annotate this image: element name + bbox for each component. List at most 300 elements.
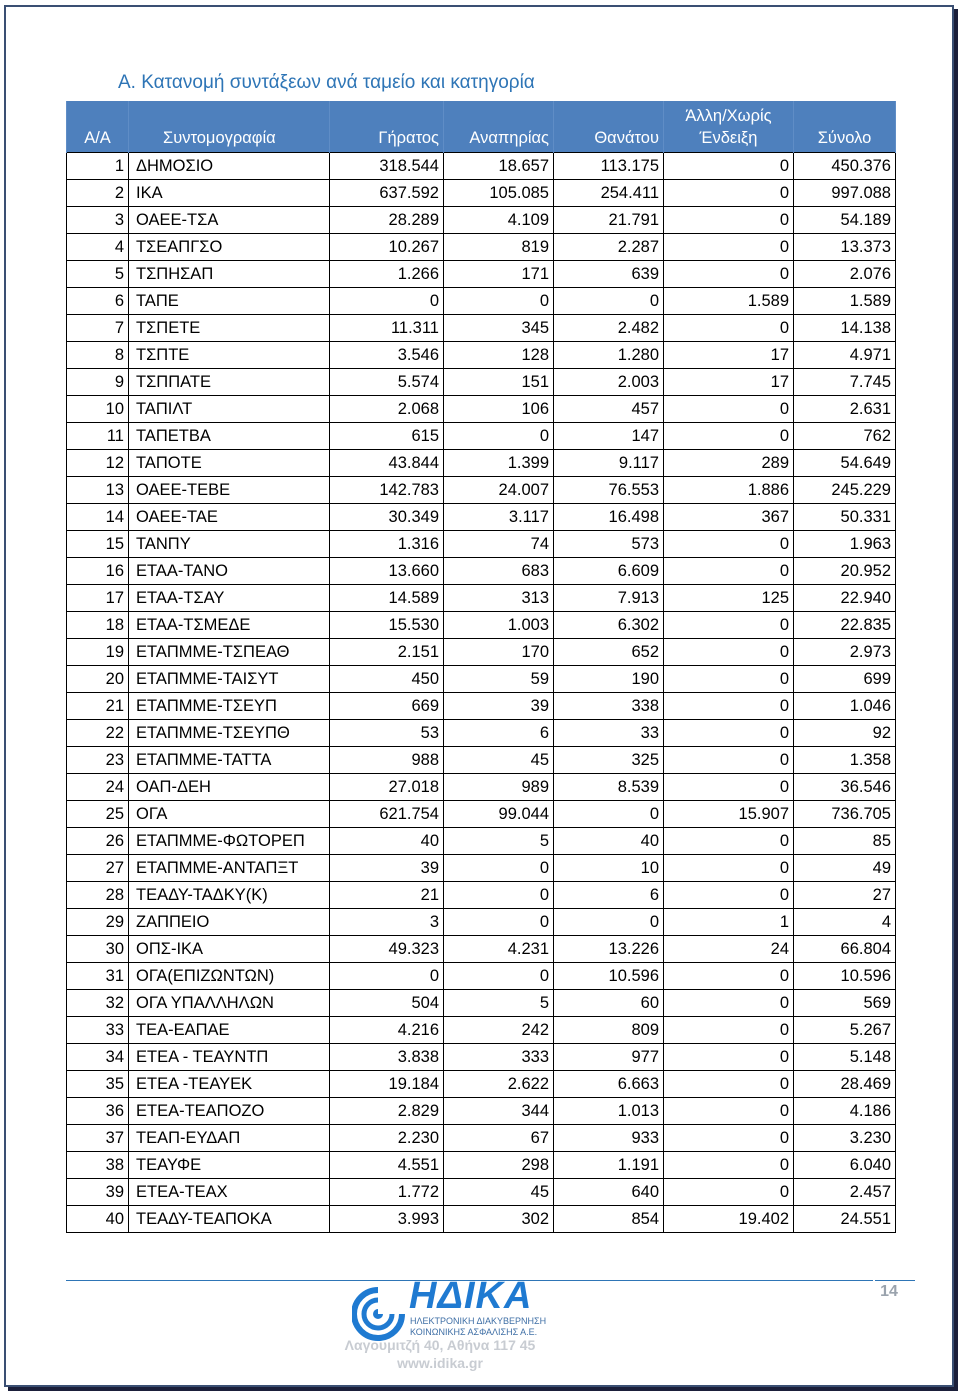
cell-old-age: 5.574 xyxy=(330,369,444,396)
cell-other: 1.589 xyxy=(664,288,794,315)
cell-aa: 31 xyxy=(67,963,129,990)
cell-total: 27 xyxy=(794,882,896,909)
table-row xyxy=(67,693,896,720)
cell-other: 0 xyxy=(664,828,794,855)
cell-aa: 20 xyxy=(67,666,129,693)
cell-total: 10.596 xyxy=(794,963,896,990)
cell-total: 997.088 xyxy=(794,180,896,207)
cell-total: 4 xyxy=(794,909,896,936)
cell-other: 0 xyxy=(664,423,794,450)
cell-total: 49 xyxy=(794,855,896,882)
cell-disability: 45 xyxy=(444,1179,554,1206)
cell-other: 0 xyxy=(664,639,794,666)
cell-old-age: 2.829 xyxy=(330,1098,444,1125)
cell-disability: 45 xyxy=(444,747,554,774)
table-row xyxy=(67,369,896,396)
cell-aa: 11 xyxy=(67,423,129,450)
table-row xyxy=(67,1125,896,1152)
table-row xyxy=(67,828,896,855)
table-row xyxy=(67,450,896,477)
table-row xyxy=(67,261,896,288)
cell-death: 33 xyxy=(554,720,664,747)
cell-disability: 5 xyxy=(444,828,554,855)
cell-abbreviation: ΕΤΑΑ-ΤΑΝΟ xyxy=(129,558,330,585)
cell-total: 24.551 xyxy=(794,1206,896,1233)
cell-disability: 298 xyxy=(444,1152,554,1179)
brand-subtitle-line1: ΗΛΕΚΤΡΟΝΙΚΗ ΔΙΑΚΥΒΕΡΝΗΣΗ xyxy=(410,1316,547,1326)
cell-old-age: 14.589 xyxy=(330,585,444,612)
table-row xyxy=(67,207,896,234)
table-row xyxy=(67,1206,896,1233)
cell-old-age: 27.018 xyxy=(330,774,444,801)
cell-death: 9.117 xyxy=(554,450,664,477)
table-row xyxy=(67,1098,896,1125)
cell-total: 14.138 xyxy=(794,315,896,342)
cell-aa: 12 xyxy=(67,450,129,477)
cell-other: 0 xyxy=(664,747,794,774)
cell-abbreviation: ΕΤΑΠΜΜΕ-ΤΑΤΤΑ xyxy=(129,747,330,774)
cell-total: 5.267 xyxy=(794,1017,896,1044)
table-row xyxy=(67,963,896,990)
cell-abbreviation: ΟΑΕΕ-ΤΣΑ xyxy=(129,207,330,234)
cell-abbreviation: ΕΤΕΑ-ΤΕΑΧ xyxy=(129,1179,330,1206)
cell-total: 4.971 xyxy=(794,342,896,369)
cell-total: 2.457 xyxy=(794,1179,896,1206)
cell-disability: 151 xyxy=(444,369,554,396)
cell-disability: 99.044 xyxy=(444,801,554,828)
cell-old-age: 142.783 xyxy=(330,477,444,504)
cell-old-age: 30.349 xyxy=(330,504,444,531)
cell-death: 6.663 xyxy=(554,1071,664,1098)
cell-abbreviation: ΟΑΠ-ΔΕΗ xyxy=(129,774,330,801)
cell-other: 15.907 xyxy=(664,801,794,828)
cell-abbreviation: ΤΕΑΔΥ-ΤΕΑΠΟΚΑ xyxy=(129,1206,330,1233)
cell-other: 0 xyxy=(664,693,794,720)
cell-other: 0 xyxy=(664,666,794,693)
cell-old-age: 621.754 xyxy=(330,801,444,828)
cell-aa: 2 xyxy=(67,180,129,207)
cell-aa: 9 xyxy=(67,369,129,396)
cell-disability: 105.085 xyxy=(444,180,554,207)
cell-abbreviation: ΤΑΝΠΥ xyxy=(129,531,330,558)
cell-other: 0 xyxy=(664,612,794,639)
cell-other: 0 xyxy=(664,261,794,288)
cell-death: 457 xyxy=(554,396,664,423)
cell-other: 0 xyxy=(664,315,794,342)
cell-other: 0 xyxy=(664,1017,794,1044)
header-other-line2: Ένδειξη xyxy=(699,129,758,147)
cell-old-age: 1.316 xyxy=(330,531,444,558)
cell-old-age: 504 xyxy=(330,990,444,1017)
cell-old-age: 1.772 xyxy=(330,1179,444,1206)
cell-death: 60 xyxy=(554,990,664,1017)
cell-old-age: 3.546 xyxy=(330,342,444,369)
cell-disability: 171 xyxy=(444,261,554,288)
cell-old-age: 53 xyxy=(330,720,444,747)
cell-disability: 106 xyxy=(444,396,554,423)
cell-death: 190 xyxy=(554,666,664,693)
table-row xyxy=(67,288,896,315)
cell-aa: 16 xyxy=(67,558,129,585)
cell-disability: 0 xyxy=(444,855,554,882)
cell-other: 0 xyxy=(664,396,794,423)
cell-old-age: 4.216 xyxy=(330,1017,444,1044)
cell-aa: 21 xyxy=(67,693,129,720)
cell-abbreviation: ΤΑΠΕ xyxy=(129,288,330,315)
cell-total: 28.469 xyxy=(794,1071,896,1098)
cell-death: 16.498 xyxy=(554,504,664,531)
table-row xyxy=(67,315,896,342)
cell-other: 0 xyxy=(664,1071,794,1098)
cell-death: 2.003 xyxy=(554,369,664,396)
cell-total: 2.631 xyxy=(794,396,896,423)
cell-old-age: 10.267 xyxy=(330,234,444,261)
cell-aa: 7 xyxy=(67,315,129,342)
header-total: Σύνολο xyxy=(794,101,896,153)
cell-total: 1.046 xyxy=(794,693,896,720)
cell-disability: 333 xyxy=(444,1044,554,1071)
cell-old-age: 40 xyxy=(330,828,444,855)
cell-disability: 4.109 xyxy=(444,207,554,234)
cell-disability: 2.622 xyxy=(444,1071,554,1098)
cell-disability: 74 xyxy=(444,531,554,558)
cell-old-age: 2.068 xyxy=(330,396,444,423)
cell-disability: 39 xyxy=(444,693,554,720)
cell-old-age: 988 xyxy=(330,747,444,774)
cell-abbreviation: ΟΑΕΕ-ΤΕΒΕ xyxy=(129,477,330,504)
cell-other: 0 xyxy=(664,153,794,180)
cell-disability: 302 xyxy=(444,1206,554,1233)
cell-total: 22.940 xyxy=(794,585,896,612)
table-row xyxy=(67,990,896,1017)
table-row xyxy=(67,1179,896,1206)
cell-old-age: 28.289 xyxy=(330,207,444,234)
cell-death: 809 xyxy=(554,1017,664,1044)
cell-disability: 989 xyxy=(444,774,554,801)
cell-abbreviation: ΕΤΑΠΜΜΕ-ΦΩΤΟΡΕΠ xyxy=(129,828,330,855)
cell-disability: 683 xyxy=(444,558,554,585)
cell-other: 0 xyxy=(664,1125,794,1152)
cell-other: 0 xyxy=(664,990,794,1017)
cell-death: 1.191 xyxy=(554,1152,664,1179)
table-row xyxy=(67,801,896,828)
cell-total: 1.963 xyxy=(794,531,896,558)
cell-old-age: 3 xyxy=(330,909,444,936)
cell-other: 19.402 xyxy=(664,1206,794,1233)
cell-aa: 25 xyxy=(67,801,129,828)
table-row xyxy=(67,774,896,801)
table-row xyxy=(67,1017,896,1044)
cell-old-age: 1.266 xyxy=(330,261,444,288)
cell-total: 22.835 xyxy=(794,612,896,639)
cell-old-age: 2.151 xyxy=(330,639,444,666)
cell-disability: 0 xyxy=(444,288,554,315)
cell-abbreviation: ΖΑΠΠΕΙΟ xyxy=(129,909,330,936)
cell-abbreviation: ΟΠΣ-ΙΚΑ xyxy=(129,936,330,963)
cell-old-age: 0 xyxy=(330,963,444,990)
cell-old-age: 318.544 xyxy=(330,153,444,180)
cell-aa: 23 xyxy=(67,747,129,774)
cell-aa: 22 xyxy=(67,720,129,747)
cell-abbreviation: ΟΓΑ(ΕΠΙΖΩΝΤΩΝ) xyxy=(129,963,330,990)
cell-abbreviation: ΟΓΑ ΥΠΑΛΛΗΛΩΝ xyxy=(129,990,330,1017)
cell-disability: 1.399 xyxy=(444,450,554,477)
cell-other: 0 xyxy=(664,558,794,585)
cell-total: 7.745 xyxy=(794,369,896,396)
table-header-row xyxy=(67,101,896,153)
cell-other: 0 xyxy=(664,207,794,234)
cell-other: 24 xyxy=(664,936,794,963)
cell-total: 736.705 xyxy=(794,801,896,828)
cell-abbreviation: ΕΤΑΠΜΜΕ-ΤΑΙΣΥΤ xyxy=(129,666,330,693)
cell-death: 254.411 xyxy=(554,180,664,207)
cell-total: 699 xyxy=(794,666,896,693)
cell-aa: 24 xyxy=(67,774,129,801)
cell-other: 17 xyxy=(664,369,794,396)
table-row xyxy=(67,612,896,639)
table-row xyxy=(67,342,896,369)
cell-death: 10 xyxy=(554,855,664,882)
cell-death: 573 xyxy=(554,531,664,558)
cell-old-age: 13.660 xyxy=(330,558,444,585)
header-death: Θανάτου xyxy=(554,101,664,153)
cell-aa: 13 xyxy=(67,477,129,504)
page-number: 14 xyxy=(880,1283,898,1300)
cell-death: 0 xyxy=(554,909,664,936)
cell-total: 5.148 xyxy=(794,1044,896,1071)
header-aa: Α/Α xyxy=(67,101,129,153)
cell-total: 54.649 xyxy=(794,450,896,477)
cell-aa: 14 xyxy=(67,504,129,531)
cell-old-age: 19.184 xyxy=(330,1071,444,1098)
cell-aa: 17 xyxy=(67,585,129,612)
cell-death: 2.287 xyxy=(554,234,664,261)
cell-death: 1.280 xyxy=(554,342,664,369)
cell-old-age: 15.530 xyxy=(330,612,444,639)
cell-death: 933 xyxy=(554,1125,664,1152)
cell-old-age: 3.838 xyxy=(330,1044,444,1071)
cell-disability: 128 xyxy=(444,342,554,369)
cell-old-age: 43.844 xyxy=(330,450,444,477)
cell-other: 0 xyxy=(664,1098,794,1125)
cell-aa: 10 xyxy=(67,396,129,423)
cell-disability: 24.007 xyxy=(444,477,554,504)
cell-abbreviation: ΕΤΑΠΜΜΕ-ΤΣΕΥΠΘ xyxy=(129,720,330,747)
cell-other: 0 xyxy=(664,180,794,207)
cell-total: 2.973 xyxy=(794,639,896,666)
cell-aa: 30 xyxy=(67,936,129,963)
cell-death: 21.791 xyxy=(554,207,664,234)
page-number-divider xyxy=(875,1280,915,1281)
cell-death: 640 xyxy=(554,1179,664,1206)
cell-total: 762 xyxy=(794,423,896,450)
cell-abbreviation: ΙΚΑ xyxy=(129,180,330,207)
cell-old-age: 21 xyxy=(330,882,444,909)
header-old-age: Γήρατος xyxy=(330,101,444,153)
cell-death: 977 xyxy=(554,1044,664,1071)
cell-abbreviation: ΕΤΑΠΜΜΕ-ΑΝΤΑΠΞΤ xyxy=(129,855,330,882)
cell-disability: 345 xyxy=(444,315,554,342)
cell-total: 36.546 xyxy=(794,774,896,801)
cell-death: 639 xyxy=(554,261,664,288)
cell-abbreviation: ΤΕΑΠ-ΕΥΔΑΠ xyxy=(129,1125,330,1152)
cell-aa: 3 xyxy=(67,207,129,234)
table-row xyxy=(67,153,896,180)
cell-other: 0 xyxy=(664,720,794,747)
cell-abbreviation: ΤΣΠΕΤΕ xyxy=(129,315,330,342)
table-row xyxy=(67,1044,896,1071)
cell-abbreviation: ΕΤΑΑ-ΤΣΑΥ xyxy=(129,585,330,612)
section-title: Α. Κατανομή συντάξεων ανά ταμείο και κατηγορία xyxy=(118,72,535,93)
cell-disability: 242 xyxy=(444,1017,554,1044)
cell-total: 3.230 xyxy=(794,1125,896,1152)
cell-abbreviation: ΤΣΠΗΣΑΠ xyxy=(129,261,330,288)
table-row xyxy=(67,666,896,693)
cell-death: 2.482 xyxy=(554,315,664,342)
cell-abbreviation: ΕΤΑΠΜΜΕ-ΤΣΕΥΠ xyxy=(129,693,330,720)
cell-total: 92 xyxy=(794,720,896,747)
cell-total: 569 xyxy=(794,990,896,1017)
brand-name: ΗΔΙΚΑ xyxy=(409,1275,533,1317)
cell-abbreviation: ΤΣΠΤΕ xyxy=(129,342,330,369)
cell-disability: 313 xyxy=(444,585,554,612)
cell-abbreviation: ΤΕΑΥΦΕ xyxy=(129,1152,330,1179)
cell-disability: 0 xyxy=(444,882,554,909)
cell-other: 0 xyxy=(664,774,794,801)
cell-disability: 6 xyxy=(444,720,554,747)
header-other xyxy=(664,101,794,153)
cell-aa: 40 xyxy=(67,1206,129,1233)
cell-disability: 4.231 xyxy=(444,936,554,963)
cell-death: 13.226 xyxy=(554,936,664,963)
cell-other: 289 xyxy=(664,450,794,477)
cell-other: 125 xyxy=(664,585,794,612)
cell-aa: 33 xyxy=(67,1017,129,1044)
table-row xyxy=(67,504,896,531)
brand-subtitle-line2: ΚΟΙΝΩΝΙΚΗΣ ΑΣΦΑΛΙΣΗΣ Α.Ε. xyxy=(410,1327,538,1337)
cell-disability: 18.657 xyxy=(444,153,554,180)
cell-other: 0 xyxy=(664,1044,794,1071)
table-row xyxy=(67,1152,896,1179)
cell-disability: 59 xyxy=(444,666,554,693)
cell-total: 6.040 xyxy=(794,1152,896,1179)
cell-disability: 819 xyxy=(444,234,554,261)
cell-death: 40 xyxy=(554,828,664,855)
header-other-line1: Άλλη/Χωρίς xyxy=(685,107,772,125)
cell-old-age: 669 xyxy=(330,693,444,720)
cell-other: 0 xyxy=(664,234,794,261)
cell-abbreviation: ΤΑΠΕΤΒΑ xyxy=(129,423,330,450)
table-row xyxy=(67,882,896,909)
cell-death: 338 xyxy=(554,693,664,720)
cell-old-age: 2.230 xyxy=(330,1125,444,1152)
cell-aa: 29 xyxy=(67,909,129,936)
cell-aa: 37 xyxy=(67,1125,129,1152)
cell-old-age: 450 xyxy=(330,666,444,693)
cell-abbreviation: ΕΤΕΑ -ΤΕΑΥΕΚ xyxy=(129,1071,330,1098)
cell-total: 13.373 xyxy=(794,234,896,261)
table-row xyxy=(67,1071,896,1098)
cell-disability: 0 xyxy=(444,909,554,936)
cell-death: 0 xyxy=(554,801,664,828)
cell-aa: 4 xyxy=(67,234,129,261)
cell-disability: 170 xyxy=(444,639,554,666)
cell-old-age: 11.311 xyxy=(330,315,444,342)
cell-death: 6 xyxy=(554,882,664,909)
cell-aa: 28 xyxy=(67,882,129,909)
cell-other: 0 xyxy=(664,1179,794,1206)
cell-death: 6.609 xyxy=(554,558,664,585)
cell-old-age: 39 xyxy=(330,855,444,882)
table-row xyxy=(67,720,896,747)
table-row xyxy=(67,423,896,450)
cell-death: 10.596 xyxy=(554,963,664,990)
cell-other: 367 xyxy=(664,504,794,531)
cell-other: 0 xyxy=(664,531,794,558)
cell-abbreviation: ΤΕΑΔΥ-ΤΑΔΚΥ(Κ) xyxy=(129,882,330,909)
cell-disability: 344 xyxy=(444,1098,554,1125)
cell-aa: 35 xyxy=(67,1071,129,1098)
cell-old-age: 3.993 xyxy=(330,1206,444,1233)
cell-abbreviation: ΤΣΠΠΑΤΕ xyxy=(129,369,330,396)
cell-abbreviation: ΤΣΕΑΠΓΣΟ xyxy=(129,234,330,261)
cell-abbreviation: ΤΕΑ-ΕΑΠΑΕ xyxy=(129,1017,330,1044)
table-row xyxy=(67,234,896,261)
cell-total: 2.076 xyxy=(794,261,896,288)
table-row xyxy=(67,477,896,504)
cell-old-age: 637.592 xyxy=(330,180,444,207)
cell-total: 66.804 xyxy=(794,936,896,963)
pensions-table xyxy=(66,101,896,1233)
cell-death: 113.175 xyxy=(554,153,664,180)
cell-other: 0 xyxy=(664,963,794,990)
cell-aa: 26 xyxy=(67,828,129,855)
table-row xyxy=(67,585,896,612)
cell-aa: 19 xyxy=(67,639,129,666)
cell-death: 1.013 xyxy=(554,1098,664,1125)
cell-other: 0 xyxy=(664,855,794,882)
cell-death: 0 xyxy=(554,288,664,315)
cell-total: 1.589 xyxy=(794,288,896,315)
cell-abbreviation: ΤΑΠΟΤΕ xyxy=(129,450,330,477)
table-row xyxy=(67,396,896,423)
cell-aa: 38 xyxy=(67,1152,129,1179)
cell-abbreviation: ΕΤΕΑ-ΤΕΑΠΟΖΟ xyxy=(129,1098,330,1125)
cell-abbreviation: ΕΤΑΠΜΜΕ-ΤΣΠΕΑΘ xyxy=(129,639,330,666)
cell-abbreviation: ΕΤΕΑ - ΤΕΑΥΝΤΠ xyxy=(129,1044,330,1071)
cell-disability: 1.003 xyxy=(444,612,554,639)
table-row xyxy=(67,531,896,558)
table-row xyxy=(67,558,896,585)
cell-death: 8.539 xyxy=(554,774,664,801)
cell-death: 147 xyxy=(554,423,664,450)
cell-aa: 6 xyxy=(67,288,129,315)
cell-death: 7.913 xyxy=(554,585,664,612)
cell-total: 85 xyxy=(794,828,896,855)
cell-aa: 18 xyxy=(67,612,129,639)
cell-death: 76.553 xyxy=(554,477,664,504)
cell-death: 854 xyxy=(554,1206,664,1233)
cell-aa: 39 xyxy=(67,1179,129,1206)
cell-total: 20.952 xyxy=(794,558,896,585)
header-disability: Αναπηρίας xyxy=(444,101,554,153)
header-abbreviation: Συντομογραφία xyxy=(129,101,330,153)
cell-aa: 1 xyxy=(67,153,129,180)
cell-abbreviation: ΔΗΜΟΣΙΟ xyxy=(129,153,330,180)
cell-other: 1 xyxy=(664,909,794,936)
cell-total: 450.376 xyxy=(794,153,896,180)
cell-aa: 27 xyxy=(67,855,129,882)
